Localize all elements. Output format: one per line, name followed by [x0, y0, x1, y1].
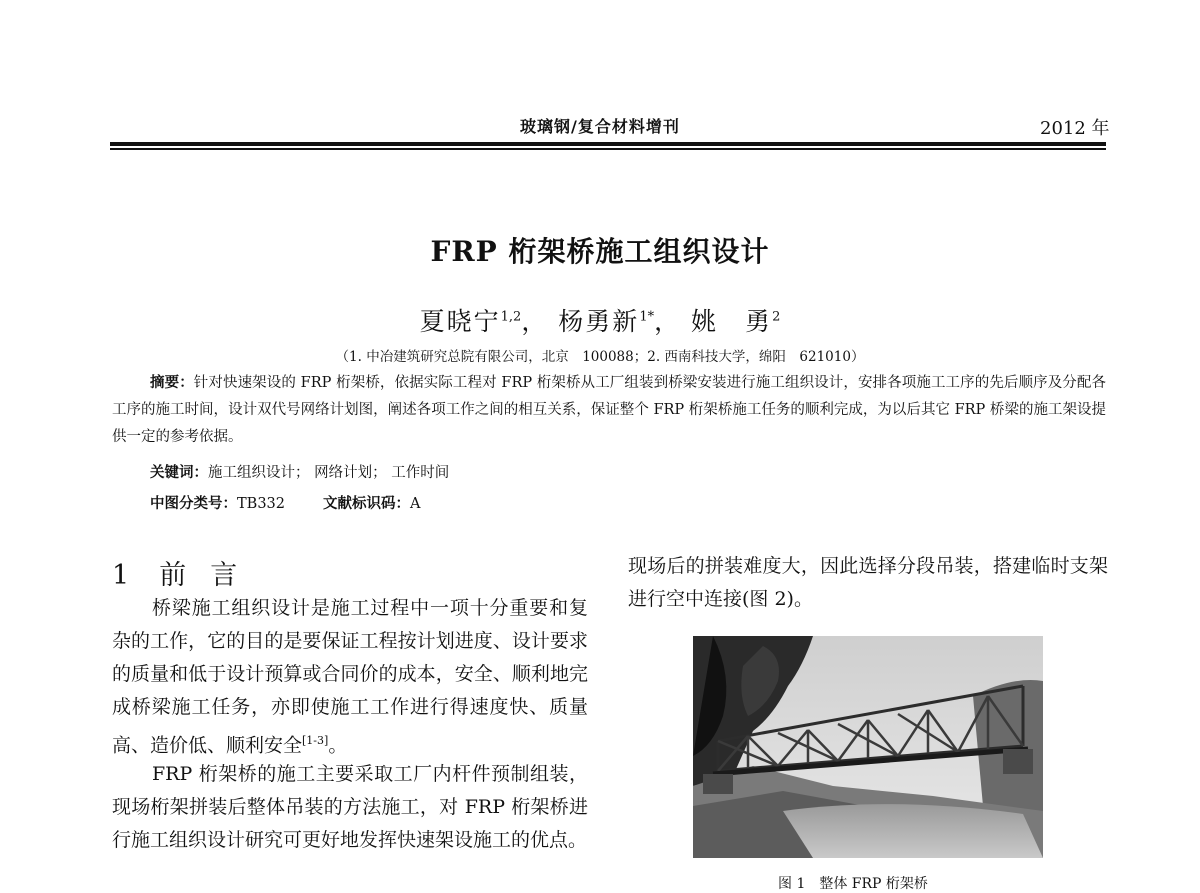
- author-mark: 1*: [639, 309, 655, 325]
- citation: [1-3]: [302, 734, 329, 747]
- figure-caption: 图 1 整体 FRP 桁架桥: [778, 876, 928, 892]
- journal-name: 玻璃钢/复合材料增刊: [520, 117, 680, 136]
- header-rule-thin: [110, 148, 1106, 150]
- doc-code-label: 文献标识码：: [323, 496, 411, 512]
- section-title-part: 言: [210, 560, 240, 591]
- section-number: 1: [112, 560, 132, 591]
- doc-code-value: A: [410, 496, 421, 512]
- author-mark: 1,2: [500, 309, 522, 325]
- clc-label: 中图分类号：: [150, 496, 237, 512]
- abstract-text: 针对快速架设的 FRP 桁架桥，依据实际工程对 FRP 桁架桥从工厂组装到桥梁安装进行施工组织设计，安排各项施工工序的先后顺序及分配各工序的施工时间，设计双代号网络计划图，阐述各项工作之间的相互关系，保证整个 FRP 桁架桥施工任务的顺利完成，为以后其它 FRP 桥梁的施工架设提供一定的参考依据。: [112, 375, 1107, 445]
- journal-year: 2012 年: [1040, 118, 1110, 139]
- body-paragraph: 现场后的拼装难度大，因此选择分段吊装，搭建临时支架进行空中连接(图 2)。: [628, 555, 1108, 610]
- section-heading: [112, 553, 239, 592]
- author-list: 夏晓宁$^{1,2}$， 杨勇新$^{1*}$， 姚 勇$^2$: [419, 307, 781, 336]
- classification: [150, 491, 421, 518]
- paragraph-text: 桥梁施工组织设计是施工过程中一项十分重要和复杂的工作，它的目的是要保证工程按计划进度、设计要求的质量和低于设计预算或合同价的成本，安全、顺利地完成桥梁施工任务，亦即使施工工作进行得速度快、质量高、造价低、顺利安全: [112, 597, 588, 757]
- author-name: 姚 勇: [691, 307, 773, 336]
- body-paragraph: [112, 592, 588, 762]
- author-name: 杨勇新: [558, 307, 640, 336]
- clc-value: TB332: [237, 496, 286, 512]
- author-name: 夏晓宁: [419, 307, 501, 336]
- keywords-text: 施工组织设计； 网络计划； 工作时间: [208, 465, 450, 481]
- abstract: [112, 370, 1106, 451]
- body-paragraph: FRP 桁架桥的施工主要采取工厂内杆件预制组装，现场桁架拼装后整体吊装的方法施工，对 FRP 桁架桥进行施工组织设计研究可更好地发挥快速架设施工的优点。: [112, 763, 588, 851]
- bridge-photo-graphic: [693, 636, 1043, 858]
- abstract-label: 摘要：: [150, 375, 194, 391]
- bridge-photo: [693, 636, 1043, 858]
- header-rule-thick: [110, 142, 1106, 146]
- keywords: [150, 460, 449, 487]
- affiliation: （1. 中冶建筑研究总院有限公司，北京 100088；2. 西南科技大学，绵阳 621010）: [335, 349, 865, 365]
- keywords-label: 关键词：: [150, 465, 208, 481]
- paper-title: FRP 桁架桥施工组织设计: [430, 235, 770, 268]
- paragraph-end: 。: [328, 734, 348, 757]
- section-title-part: 前: [159, 560, 189, 591]
- author-mark: 2: [772, 309, 781, 325]
